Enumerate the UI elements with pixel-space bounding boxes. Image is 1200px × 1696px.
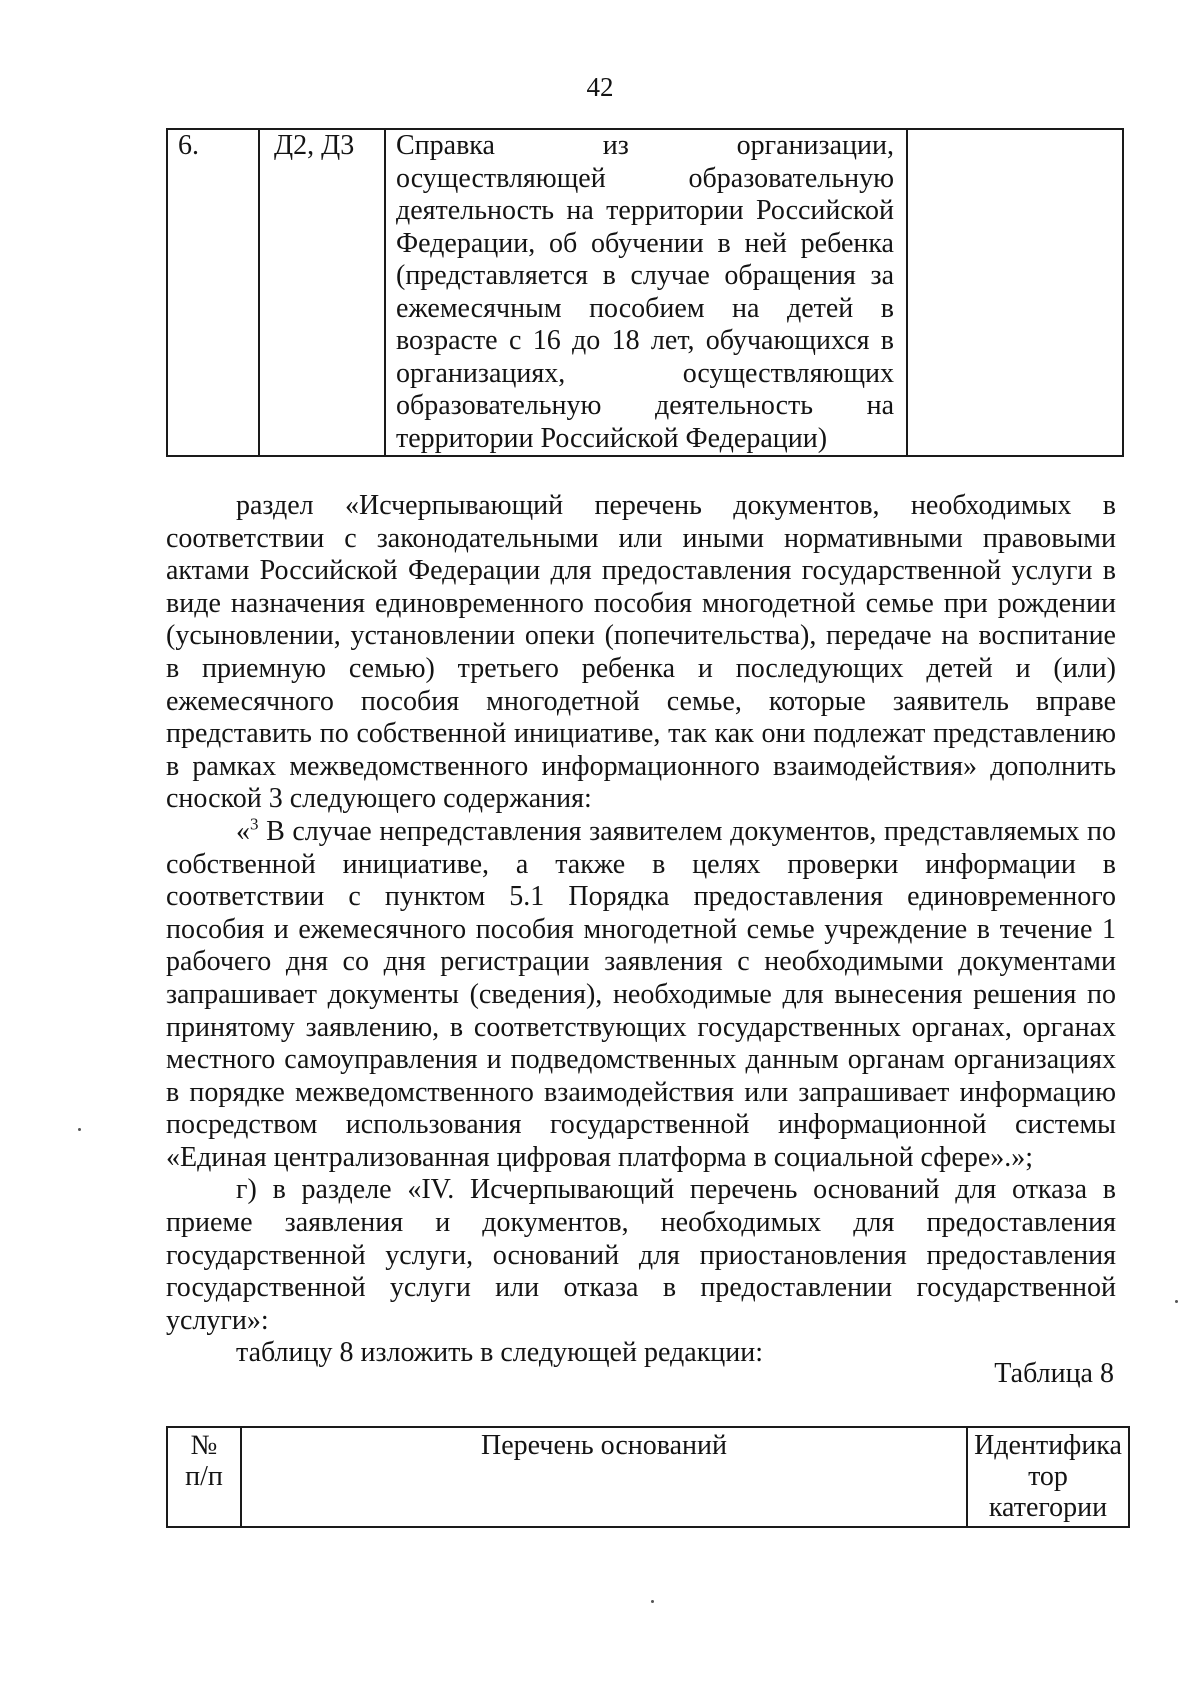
- description-line: Справка из организации,: [396, 130, 894, 161]
- header-number-symbol: №: [190, 1430, 218, 1461]
- header-category-line: тор: [1028, 1461, 1068, 1492]
- footnote-text: В случае непредставления заявителем документов, представляемых по собственной инициативе, а также в целях проверки информации в соответствии с пунктом 5.1 Порядка предоставления единовременного пособия и ежемесячного пособия многодетной семье учреждение в течение 1 рабочего дня со дня регистрации заявления с необходимыми документами запрашивает документы (сведения), необходимые для вынесения решения по принятому заявлению, в соответствующих государственных органах, органах местного самоуправления и подведомственных данным органам организациях в порядке межведомственного взаимодействия или запрашивает информацию посредством использования государственной информационной системы «Единая централизованная цифровая платформа в социальной сфере».»;: [166, 815, 1116, 1173]
- row-number-cell: 6.: [167, 129, 259, 456]
- description-line: возрасте с 16 до 18 лет, обучающихся в: [396, 325, 894, 356]
- document-codes-cell: Д2, Д3: [259, 129, 385, 456]
- scan-speck: [651, 1600, 654, 1603]
- documents-table-continuation: [166, 128, 1124, 457]
- header-category-id-cell: [967, 1427, 1129, 1527]
- description-line: деятельность на территории Российской: [396, 195, 894, 226]
- scan-speck: [78, 1128, 81, 1131]
- description-line: образовательную деятельность на: [396, 390, 894, 421]
- header-category-line: Идентифика: [974, 1430, 1122, 1461]
- table-caption: Таблица 8: [994, 1358, 1114, 1389]
- header-category-line: категории: [988, 1492, 1108, 1523]
- document-body: [166, 490, 1116, 1370]
- paragraph-table-8-intro: таблицу 8 изложить в следующей редакции:: [236, 1337, 764, 1369]
- header-grounds-cell: Перечень оснований: [241, 1427, 967, 1527]
- document-description-cell: [385, 129, 907, 456]
- description-line: осуществляющей образовательную: [396, 162, 894, 194]
- table-8-header: [166, 1426, 1130, 1528]
- description-line: Федерации, об обучении в ней ребенка: [396, 227, 894, 259]
- description-line: ежемесячным пособием на детей в: [396, 292, 894, 324]
- paragraph-footnote-3: [166, 816, 1116, 1175]
- paragraph-section-amendment: раздел «Исчерпывающий перечень документов, необходимых в соответствии с законодательными или иными нормативными правовыми актами Российской Федерации для предоставления государственной услуги в виде назначения единовременного пособия многодетной семье при рождении (усыновлении, установлении опеки (попечительства), передаче на воспитание в приемную семью) третьего ребенка и последующих детей и (или) ежемесячного пособия многодетной семье, которые заявитель вправе представить по собственной инициативе, так как они подлежат представлению в рамках межведомственного информационного взаимодействия» дополнить сноской 3 следующего содержания:: [166, 490, 1116, 815]
- header-number-label: п/п: [185, 1461, 223, 1492]
- description-line: территории Российской Федерации): [396, 422, 828, 454]
- table-row: [167, 129, 1123, 456]
- description-line: организациях, осуществляющих: [396, 357, 894, 389]
- table-header-row: [167, 1427, 1129, 1527]
- header-number-cell: [167, 1427, 241, 1527]
- page-number: 42: [586, 72, 614, 102]
- footnote-marker: 3: [250, 814, 259, 834]
- paragraph-item-g: г) в разделе «IV. Исчерпывающий перечень оснований для отказа в приеме заявления и документов, необходимых для предоставления государственной услуги, оснований для приостановления предоставления государственной услуги или отказа в предоставлении государственной услуги»:: [166, 1174, 1116, 1336]
- empty-cell: [907, 129, 1123, 456]
- open-quote: «: [236, 815, 250, 847]
- description-line: (представляется в случае обращения за: [396, 260, 894, 291]
- scan-speck: [1175, 1300, 1178, 1303]
